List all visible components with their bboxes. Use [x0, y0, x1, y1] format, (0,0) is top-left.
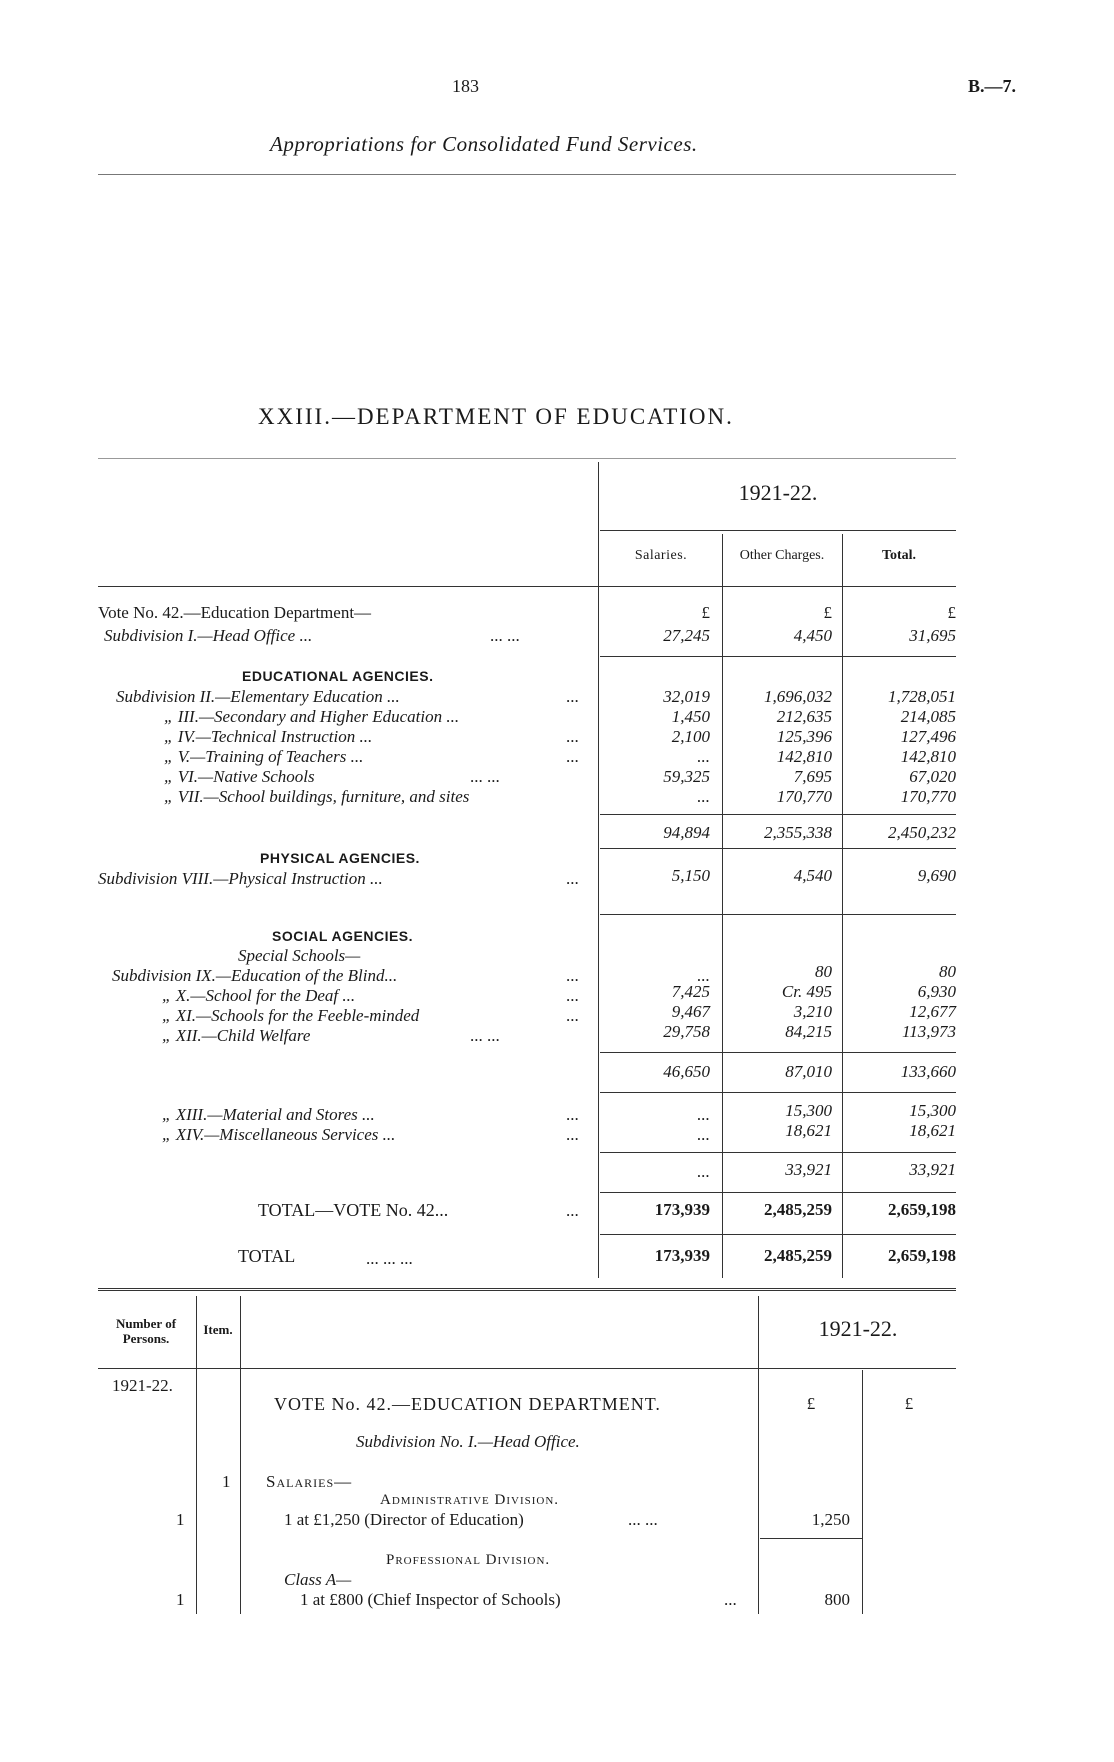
salaries-value: 9,467: [671, 1002, 710, 1021]
header-rule: [98, 174, 956, 175]
physical-agencies-heading: PHYSICAL AGENCIES.: [260, 850, 420, 866]
row-label: „ XIII.—Material and Stores ...: [162, 1105, 375, 1124]
persons-year: 1921-22.: [112, 1376, 173, 1395]
salaries-grand-total: 173,939: [654, 1246, 710, 1265]
salaries-value: ...: [697, 787, 710, 806]
total-value: 80: [939, 962, 956, 981]
table-year-header: 1921-22.: [738, 480, 818, 505]
salaries-value: 1,450: [671, 707, 710, 726]
salaries-value: 5,150: [671, 866, 710, 885]
subtotal-bottom-rule: [600, 848, 956, 849]
salaries-value: 32,019: [663, 687, 710, 706]
salaries-subtotal: 94,894: [663, 823, 710, 842]
grand-total-label: TOTAL: [238, 1246, 296, 1266]
row-dots: ... ...: [470, 1026, 500, 1045]
other-value: 80: [815, 962, 832, 981]
other-charges-column-header: Other Charges.: [739, 548, 825, 563]
other-value: 4,450: [793, 626, 832, 645]
vote-title: VOTE No. 42.—EDUCATION DEPARTMENT.: [274, 1394, 661, 1414]
persons-count: 1: [176, 1590, 185, 1609]
section-title: XXIII.—DEPARTMENT OF EDUCATION.: [258, 404, 734, 429]
other-value: 212,635: [776, 707, 832, 726]
total-value: 127,496: [900, 727, 956, 746]
row-dots: ...: [566, 1006, 579, 1025]
total-value: 15,300: [909, 1101, 956, 1120]
other-value: 1,696,032: [764, 687, 832, 706]
schedule-top-rule: [98, 1288, 956, 1291]
row-dots: ... ...: [490, 626, 520, 645]
row-label: Subdivision II.—Elementary Education ...: [116, 687, 400, 706]
subtotal-rule: [600, 1152, 956, 1153]
currency-total: £: [904, 1394, 914, 1413]
salaries-value: 27,245: [663, 626, 710, 645]
other-value: 7,695: [793, 767, 832, 786]
currency-amount: £: [806, 1394, 816, 1413]
total-value: 18,621: [909, 1121, 956, 1140]
special-schools-label: Special Schools—: [238, 946, 361, 965]
total-value: 113,973: [902, 1022, 956, 1041]
other-value: Cr. 495: [781, 982, 832, 1001]
currency-other: £: [823, 603, 832, 622]
row-label: „ XIV.—Miscellaneous Services ...: [162, 1125, 396, 1144]
salaries-total-vote: 173,939: [654, 1200, 710, 1219]
persons-count: 1: [176, 1510, 185, 1529]
row-label: „ XI.—Schools for the Feeble-minded: [162, 1006, 420, 1025]
social-agencies-heading: SOCIAL AGENCIES.: [272, 928, 414, 944]
row-dots: ...: [566, 1105, 579, 1124]
total-value: 31,695: [909, 626, 956, 645]
other-value: 18,621: [785, 1121, 832, 1140]
header-bottom-rule: [98, 586, 956, 587]
row-dots: ... ...: [628, 1510, 658, 1529]
year-rule: [600, 530, 956, 531]
row-label: „ VI.—Native Schools: [164, 767, 315, 786]
row-label: „ X.—School for the Deaf ...: [162, 986, 356, 1005]
salaries-column-header: Salaries.: [634, 548, 688, 563]
row-label: „ IV.—Technical Instruction ...: [164, 727, 373, 746]
row-label: „ III.—Secondary and Higher Education ...: [164, 707, 460, 726]
row-label: „ V.—Training of Teachers ...: [164, 747, 364, 766]
salaries-value: ...: [697, 747, 710, 766]
total-value: 142,810: [900, 747, 956, 766]
other-subtotal: 2,355,338: [764, 823, 832, 842]
total-value: 67,020: [909, 767, 956, 786]
subtotal-bottom-rule: [600, 1092, 956, 1093]
currency-total: £: [947, 603, 956, 622]
row-label: 1 at £800 (Chief Inspector of Schools): [300, 1590, 561, 1609]
professional-division-heading: Professional Division.: [386, 1552, 551, 1568]
class-a-label: Class A—: [284, 1570, 352, 1589]
row-rule: [600, 914, 956, 915]
total-subtotal: 33,921: [909, 1160, 956, 1179]
row-dots: ...: [724, 1590, 737, 1609]
total-value: 170,770: [900, 787, 956, 806]
other-value: 170,770: [776, 787, 832, 806]
persons-divider: [196, 1296, 197, 1614]
total-rule: [600, 1234, 956, 1235]
salaries-subtotal: 46,650: [663, 1062, 710, 1081]
row-label: Subdivision VIII.—Physical Instruction ...: [98, 869, 383, 888]
total-subtotal: 133,660: [900, 1062, 956, 1081]
row-dots: ...: [566, 1125, 579, 1144]
item-number: 1: [222, 1472, 231, 1491]
total-value: 1,728,051: [888, 687, 956, 706]
total-vote-label: TOTAL—VOTE No. 42...: [258, 1200, 449, 1220]
administrative-division-heading: Administrative Division.: [380, 1492, 560, 1508]
other-value: 3,210: [793, 1002, 832, 1021]
total-value: 12,677: [909, 1002, 956, 1021]
other-subtotal: 33,921: [785, 1160, 832, 1179]
total-value: 6,930: [917, 982, 956, 1001]
row-dots: ... ...: [470, 767, 500, 786]
other-value: 15,300: [785, 1101, 832, 1120]
row-label: 1 at £1,250 (Director of Education): [284, 1510, 524, 1529]
schedule-year-header: 1921-22.: [818, 1316, 898, 1341]
total-total-vote: 2,659,198: [888, 1200, 956, 1219]
row-dots: ...: [566, 1201, 579, 1220]
total-value: 9,690: [917, 866, 956, 885]
amount-value: 1,250: [811, 1510, 850, 1529]
salaries-value: ...: [697, 1125, 710, 1144]
document-reference: B.—7.: [968, 76, 1017, 96]
salaries-value: ...: [697, 1105, 710, 1124]
salaries-subtotal: ...: [697, 1162, 710, 1181]
total-column-header: Total.: [881, 548, 917, 563]
subdivision-heading: Subdivision No. I.—Head Office.: [356, 1432, 580, 1451]
row-dots: ...: [566, 747, 579, 766]
salaries-label: Salaries—: [266, 1472, 353, 1491]
row-label: Subdivision IX.—Education of the Blind...: [112, 966, 398, 985]
schedule-header-rule: [98, 1368, 956, 1369]
table-top-rule: [98, 458, 956, 459]
row-label: Subdivision I.—Head Office ...: [104, 626, 313, 645]
total-subtotal: 2,450,232: [888, 823, 956, 842]
amount-divider-left: [758, 1296, 759, 1614]
salaries-value: 59,325: [663, 767, 710, 786]
subtotal-rule: [600, 1052, 956, 1053]
other-grand-total: 2,485,259: [764, 1246, 832, 1265]
other-value: 4,540: [793, 866, 832, 885]
row-label: „ XII.—Child Welfare: [162, 1026, 311, 1045]
row-dots: ...: [566, 966, 579, 985]
other-value: 142,810: [776, 747, 832, 766]
currency-salaries: £: [701, 603, 710, 622]
salaries-value: 7,425: [671, 982, 710, 1001]
amount-rule: [760, 1538, 862, 1539]
page-subtitle: Appropriations for Consolidated Fund Services.: [270, 132, 698, 156]
other-total-vote: 2,485,259: [764, 1200, 832, 1219]
row-dots: ...: [566, 687, 579, 706]
amount-value: 800: [824, 1590, 850, 1609]
salaries-value: ...: [697, 966, 710, 985]
total-value: 214,085: [900, 707, 956, 726]
column-divider-salaries: [598, 462, 599, 1278]
row-dots: ...: [566, 869, 579, 888]
other-value: 84,215: [785, 1022, 832, 1041]
item-divider: [240, 1296, 241, 1614]
total-grand-total: 2,659,198: [888, 1246, 956, 1265]
educational-agencies-heading: EDUCATIONAL AGENCIES.: [242, 668, 434, 684]
salaries-value: 2,100: [671, 727, 710, 746]
row-dots: ... ... ...: [366, 1249, 413, 1268]
row-label: „ VII.—School buildings, furniture, and sites: [164, 787, 470, 806]
subtotal-bottom-rule: [600, 1192, 956, 1193]
row-dots: ...: [566, 986, 579, 1005]
salaries-value: 29,758: [663, 1022, 710, 1041]
subtotal-rule: [600, 814, 956, 815]
vote-line: Vote No. 42.—Education Department—: [98, 603, 372, 622]
row-rule: [600, 656, 956, 657]
row-dots: ...: [566, 727, 579, 746]
item-column-header: Item.: [203, 1322, 233, 1337]
other-value: 125,396: [776, 727, 832, 746]
persons-column-header: Number of Persons.: [115, 1316, 177, 1346]
page-number: 183: [452, 76, 479, 96]
other-subtotal: 87,010: [785, 1062, 832, 1081]
